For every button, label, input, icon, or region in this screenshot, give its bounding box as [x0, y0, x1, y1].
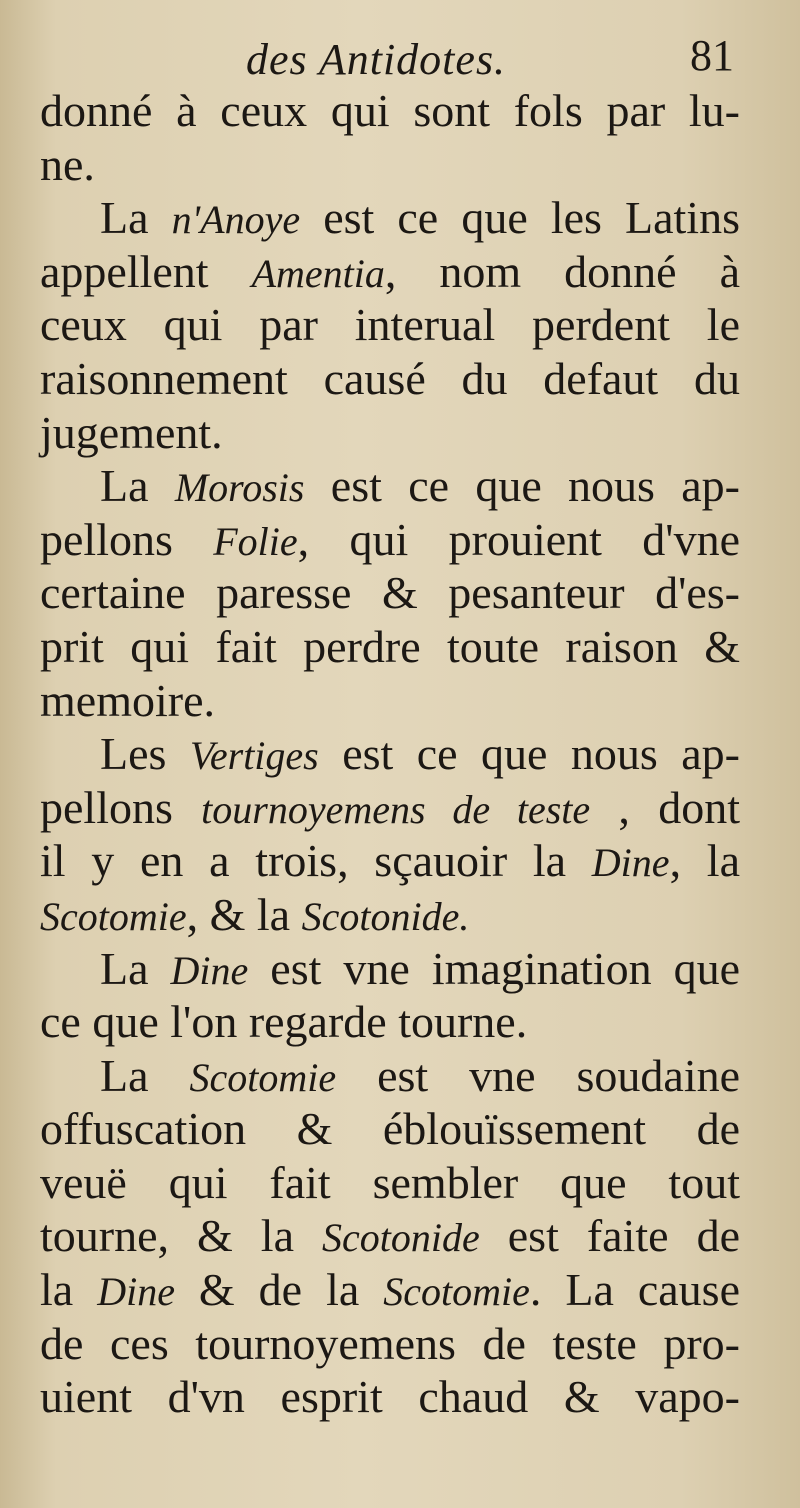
text-line [40, 1156, 740, 1210]
text-segment: . La cause [529, 1264, 740, 1316]
italic-term: Scotomie [189, 1054, 337, 1100]
text-line [40, 1370, 740, 1424]
text-segment: ceux qui par interual perdent le [40, 299, 740, 351]
text-segment: La [100, 192, 172, 244]
text-segment: ne. [40, 138, 95, 190]
text-segment: , nom donné à [384, 245, 740, 297]
italic-term: Dine [170, 947, 249, 993]
text-segment: La [100, 942, 171, 994]
text-line [40, 620, 740, 674]
text-segment: La [100, 460, 175, 512]
text-line [40, 566, 740, 620]
text-line [40, 1049, 740, 1103]
text-line [40, 84, 740, 138]
text-segment: il y en a trois, sçauoir la [40, 835, 592, 887]
text-segment: ce que l'on regarde tourne. [40, 996, 528, 1048]
page-number: 81 [690, 31, 734, 80]
text-line [40, 1317, 740, 1371]
text-segment: , qui prouient d'vne [297, 513, 740, 565]
text-segment: pellons [40, 513, 214, 565]
text-line [40, 1209, 740, 1263]
text-line [40, 942, 740, 996]
text-segment: est ce que nous ap- [318, 728, 740, 780]
text-segment: veuë qui fait sembler que tout [40, 1156, 740, 1208]
italic-term: Scotonide. [301, 893, 470, 939]
text-segment: , & la [186, 888, 302, 940]
text-segment: offuscation & éblouïssement de [40, 1103, 740, 1155]
text-segment: & de la [174, 1264, 384, 1316]
italic-term: Scotomie [383, 1269, 530, 1315]
text-line [40, 191, 740, 245]
text-segment: uient d'vn esprit chaud & vapo- [40, 1371, 740, 1423]
text-segment: certaine paresse & pesanteur d'es- [40, 567, 740, 619]
italic-term: Folie [213, 518, 298, 564]
italic-term: Scotomie [40, 893, 187, 939]
italic-term: Morosis [174, 465, 305, 511]
text-line [40, 888, 740, 942]
text-segment: donné à ceux qui sont fols par lu- [40, 85, 740, 136]
text-segment: est faite de [479, 1210, 740, 1262]
running-head: des Antidotes. [246, 35, 507, 84]
text-segment: Les [100, 728, 190, 780]
text-segment: est vne imagination que [248, 942, 741, 994]
text-segment: jugement. [40, 406, 223, 458]
text-line [40, 995, 740, 1049]
italic-term: Amentia [251, 250, 385, 296]
text-line [40, 1102, 740, 1156]
text-segment: est ce que les Latins [300, 192, 740, 244]
text-segment: appellent [40, 245, 252, 297]
text-segment: de ces tournoyemens de teste pro- [40, 1317, 740, 1369]
italic-term: n'Anoye [171, 197, 301, 243]
text-line [40, 406, 740, 460]
text-line [40, 1263, 740, 1317]
text-segment: La [100, 1049, 190, 1101]
text-segment: , dont [590, 781, 740, 833]
italic-term: Dine [591, 840, 670, 886]
text-line [40, 834, 740, 888]
text-line [40, 245, 740, 299]
text-line [40, 674, 740, 728]
text-line [40, 459, 740, 513]
text-segment: pellons [40, 781, 202, 833]
text-segment: prit qui fait perdre toute raison & [40, 620, 740, 672]
page-header [0, 28, 800, 88]
text-line [40, 781, 740, 835]
text-segment: memoire. [40, 674, 215, 726]
italic-term: Vertiges [189, 733, 319, 779]
italic-term: tournoyemens de teste [201, 786, 591, 832]
text-segment: , la [669, 835, 740, 887]
text-line [40, 352, 740, 406]
text-segment: tourne, & la [40, 1210, 323, 1262]
text-line [40, 298, 740, 352]
text-segment: est ce que nous ap- [304, 460, 740, 512]
text-segment: la [40, 1264, 98, 1316]
text-segment: est vne soudaine [336, 1049, 741, 1101]
body-text [40, 84, 740, 1424]
text-segment: raisonnement causé du defaut du [40, 352, 740, 404]
italic-term: Dine [97, 1269, 175, 1315]
text-line [40, 727, 740, 781]
italic-term: Scotonide [322, 1215, 480, 1261]
text-line [40, 138, 740, 192]
text-line [40, 513, 740, 567]
